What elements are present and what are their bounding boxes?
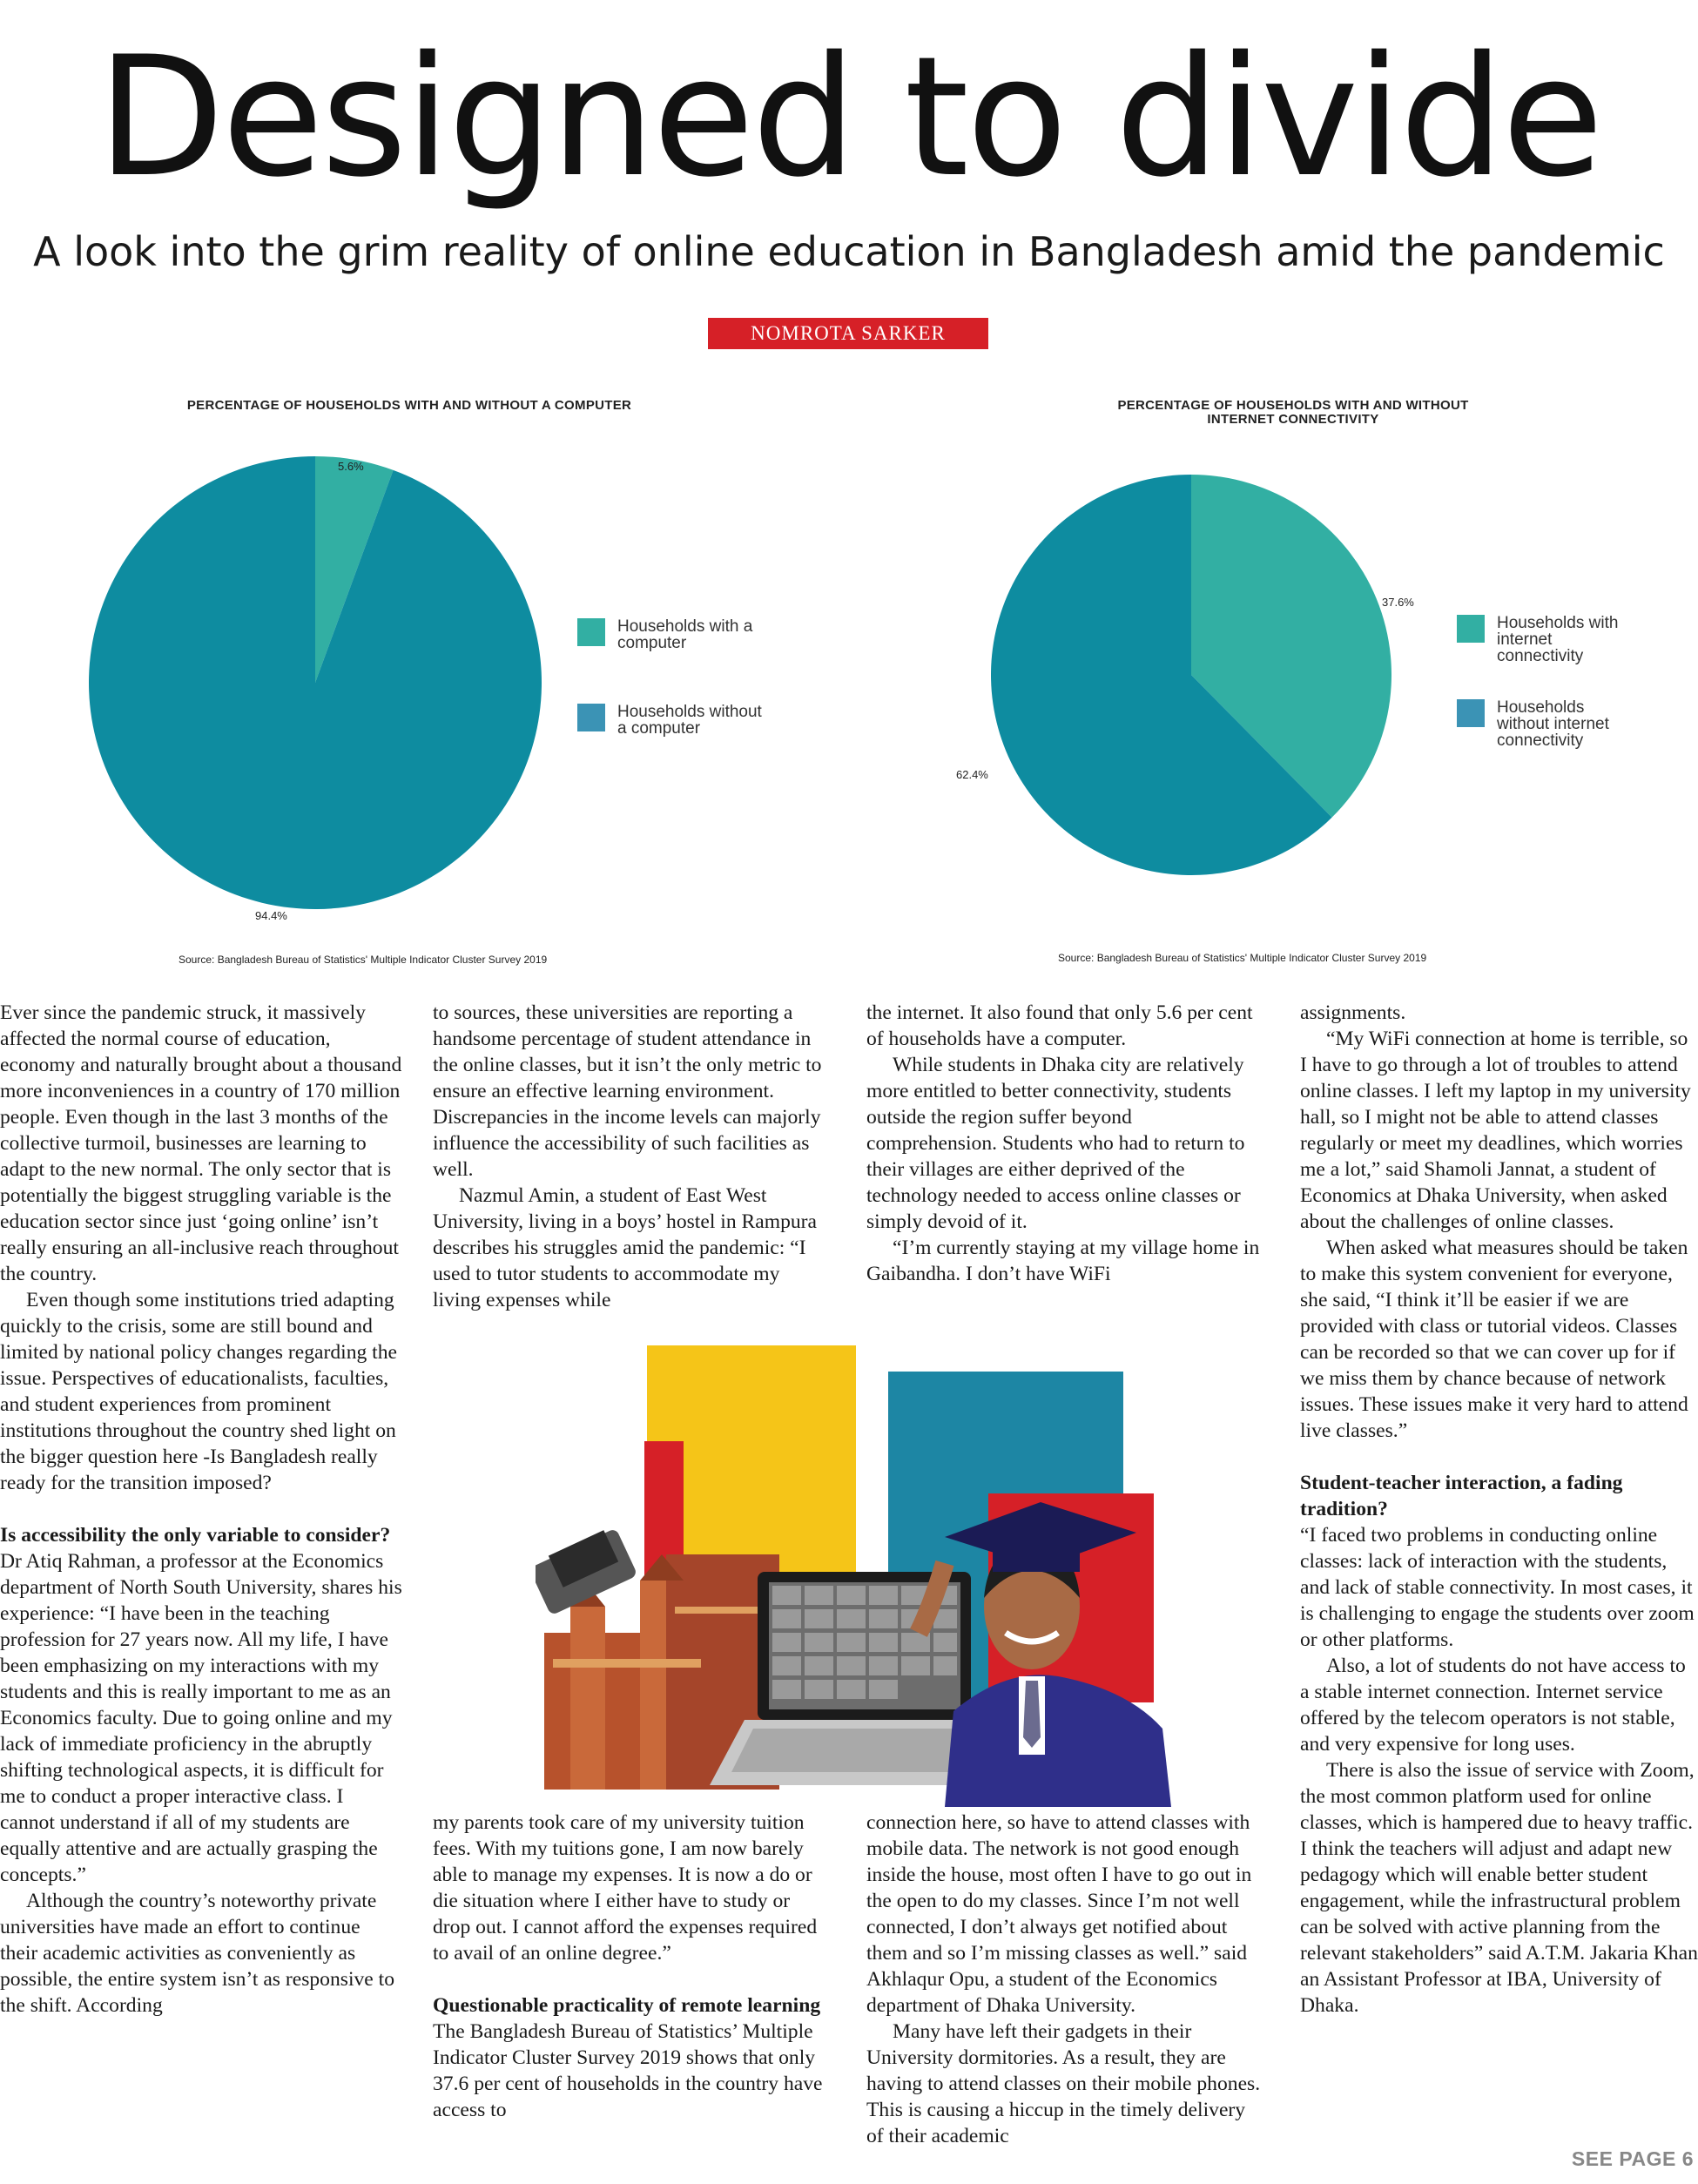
chart-1-legend-without (577, 704, 765, 737)
chart-1-value-label-without: 94.4% (255, 909, 287, 922)
chart-2-value-label-with: 37.6% (1382, 596, 1414, 609)
article-column-3-bottom (866, 1810, 1267, 2149)
chart-1-pie (89, 456, 542, 909)
chart-1-legend-with (577, 618, 765, 651)
chart-2-legend-without (1457, 699, 1636, 749)
legend-swatch (577, 704, 605, 731)
article-column-1 (0, 1000, 402, 2019)
legend-label: Households without a computer (617, 703, 762, 738)
article-column-2-top (433, 1000, 832, 1313)
legend-label: Households with a computer (617, 617, 753, 652)
chart-1-slices (89, 456, 542, 909)
chart-2-source: Source: Bangladesh Bureau of Statistics' Multiple Indicator Cluster Survey 2019 (1058, 952, 1427, 964)
paragraph: The Bangladesh Bureau of Statistics’ Multiple Indicator Cluster Survey 2019 shows that only 37.6 per cent of households in the country have access to (433, 2020, 823, 2121)
paragraph: “I’m currently staying at my village home in Gaibandha. I don’t have WiFi (866, 1237, 1260, 1285)
chart-1-source: Source: Bangladesh Bureau of Statistics' Multiple Indicator Cluster Survey 2019 (179, 954, 548, 966)
legend-swatch (1457, 699, 1485, 727)
paragraph: Many have left their gadgets in their University dormitories. As a result, they are having to attend classes on their mobile phones. This is causing a hiccup in the timely delivery of their academic (866, 2020, 1261, 2147)
article-column-4 (1300, 1000, 1698, 2019)
education-collage-illustration (536, 1345, 1180, 1807)
pie-slice-without-computer (89, 456, 542, 909)
paragraph: the internet. It also found that only 5.6 per cent of households have a computer. (866, 1001, 1253, 1050)
paragraph: While students in Dhaka city are relatively more entitled to better connectivity, students outside the region suffer beyond comprehension. Students who had to return to their villages are either deprived of the technology needed to access online classes or simply devoid of it. (866, 1054, 1245, 1233)
chart-2-value-label-without: 62.4% (956, 768, 988, 781)
paragraph: connection here, so have to attend classes with mobile data. The network is not good enough inside the house, most often I have to go out in the open to do my classes. Since I’m not well connected, I don’t always get notified about them and so I’m missing classes as well.” said Akhlaqur Opu, a student of the Economics department of Dhaka University. (866, 1811, 1252, 2017)
paragraph: There is also the issue of service with Zoom, the most common platform used for online classes, which is hampered due to heavy traffic. I think the teachers will adjust and adapt new pedagogy which will enable better student engagement, while the infrastructural problem can be solved with active planning from the relevant stakeholders” said A.T.M. Jakaria Khan an Assistant Professor at IBA, University of Dhaka. (1300, 1759, 1698, 2017)
paragraph: to sources, these universities are reporting a handsome percentage of student attendance in the online classes, but it isn’t the only metric to ensure an effective learning environment. Discrepancies in the income levels can majorly influence the accessibility of such facilities as well. (433, 1001, 822, 1181)
article-column-2-bottom (433, 1810, 832, 2123)
subheading: Student-teacher interaction, a fading tradition? (1300, 1472, 1623, 1520)
chart-1-title: PERCENTAGE OF HOUSEHOLDS WITH AND WITHOUT A COMPUTER (186, 398, 632, 413)
paragraph: my parents took care of my university tuition fees. With my tuitions gone, I am now barely able to manage my expenses. It is now a do or die situation where I either have to study or drop out. I cannot afford the expenses required to avail of an online degree.” (433, 1811, 818, 1965)
paragraph: Also, a lot of students do not have access to a stable internet connection. Internet service offered by the telecom operators is not stable, and very expensive for long uses. (1300, 1655, 1686, 1756)
chart-2-legend-with (1457, 615, 1636, 664)
article-column-3-top (866, 1000, 1267, 1287)
paragraph: When asked what measures should be taken to make this system convenient for everyone, she said, “I think it’ll be easier if we are provided with class or tutorial videos. Classes can be recorded so that we can cover up for if we miss them by chance because of network issues. These issues make it very hard to attend live classes.” (1300, 1237, 1688, 1442)
paragraph: Nazmul Amin, a student of East West University, living in a boys’ hostel in Rampura describes his struggles amid the pandemic: “I used to tutor students to accommodate my living expenses while (433, 1184, 818, 1311)
continuation-note: SEE PAGE 6 (1571, 2147, 1694, 2170)
chart-2-pie (991, 475, 1391, 875)
legend-swatch (1457, 615, 1485, 643)
subheading: Is accessibility the only variable to consider? (0, 1524, 391, 1547)
byline: NOMROTA SARKER (708, 318, 988, 349)
paragraph: “I faced two problems in conducting online classes: lack of interaction with the students, and lack of stable connectivity. In most cases, it is challenging to engage the students over zoom or other platforms. (1300, 1524, 1695, 1651)
paragraph: Dr Atiq Rahman, a professor at the Economics department of North South University, shares his experience: “I have been in the teaching profession for 27 years now. All my life, I have been emphasizing on my interactions with my students and this is really important to me as an Economics faculty. Due to going online and my lack of immediate proficiency in the abruptly shifting technological aspects, it is difficult for me to conduct a proper interactive class. I cannot understand if all of my students are equally attentive and are actually grasping the concepts.” (0, 1550, 402, 1886)
legend-label: Households without internet connectivity (1497, 698, 1609, 750)
chart-2-title: PERCENTAGE OF HOUSEHOLDS WITH AND WITHOUT INTERNET CONNECTIVITY (1117, 398, 1469, 427)
paragraph: Although the country’s noteworthy private universities have made an effort to continue their academic activities as conveniently as possible, the entire system isn’t as responsive to the shift. According (0, 1890, 395, 2017)
subheading: Questionable practicality of remote learning (433, 1994, 821, 2017)
legend-swatch (577, 618, 605, 646)
legend-label: Households with internet connectivity (1497, 614, 1619, 665)
paragraph: assignments. (1300, 1001, 1406, 1024)
headline: Designed to divide (97, 21, 1601, 213)
paragraph: Ever since the pandemic struck, it massively affected the normal course of education, economy and naturally brought about a thousand more inconveniences in a country of 170 million people. Even though in the last 3 months of the collective turmoil, businesses are learning to adapt to the new normal. The only sector that is potentially the biggest struggling variable is the education sector since just ‘going online’ isn’t really ensuring an all-inclusive reach throughout the country. (0, 1001, 402, 1285)
chart-2-slices (991, 475, 1391, 875)
paragraph: “My WiFi connection at home is terrible, so I have to go through a lot of troubles to attend online classes. I left my laptop in my university hall, so I might not be able to attend classes regularly or meet my deadlines, which worries me a lot,” said Shamoli Jannat, a student of Economics at Dhaka University, when asked about the challenges of online classes. (1300, 1028, 1691, 1233)
paragraph: Even though some institutions tried adapting quickly to the crisis, some are still bound and limited by national policy changes regarding the issue. Perspectives of educationalists, faculties, and student experiences from prominent institutions throughout the country shed light on the bigger question here -Is Bangladesh really ready for the transition imposed? (0, 1289, 398, 1494)
deck-subtitle: A look into the grim reality of online education in Bangladesh amid the pandemic (33, 228, 1665, 275)
chart-1-value-label-with: 5.6% (338, 460, 364, 473)
